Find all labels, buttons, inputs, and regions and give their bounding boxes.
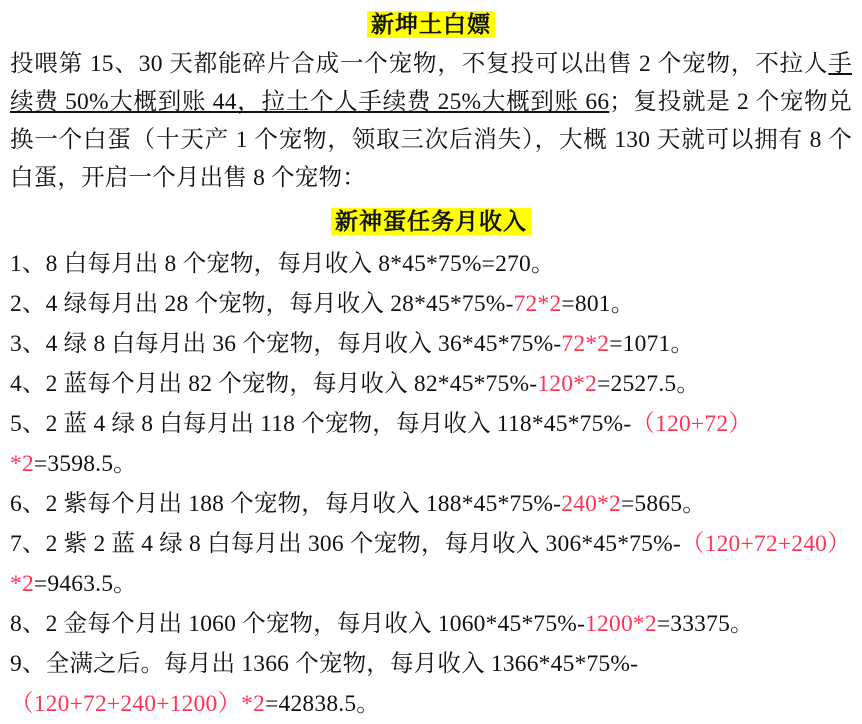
list-item-number: 6、: [10, 491, 46, 517]
list-item-result: =5865。: [620, 491, 706, 517]
list-item-number: 8、: [10, 611, 46, 637]
list-item-number: 7、: [10, 531, 46, 557]
list-item-text: 8 白每月出 8 个宠物，每月收入 8*45*75%=270。: [45, 251, 555, 277]
list-item: [10, 244, 852, 284]
list-item-result: =801。: [561, 291, 635, 317]
list-item-red: 1200*2: [585, 611, 657, 637]
intro-part-2-underlined: 手续费 50%大概到账 44，拉土个人手续费 25%大概到账 66: [10, 51, 852, 115]
list-item: [10, 604, 852, 644]
list-item-text: 2 金每个月出 1060 个宠物，每月收入 1060*45*75%-: [45, 611, 586, 637]
list-item-red: （120+72）*2: [10, 411, 752, 477]
list-item: [10, 644, 852, 724]
intro-part-4: 物兑换一个白蛋（十天产 1 个宠物，领取三次后消失），大概 130 天就可以: [10, 89, 852, 153]
list-item-text: 4 绿每月出 28 个宠物，每月收入 28*45*75%-: [45, 291, 514, 317]
list-item: [10, 284, 852, 324]
list-item-red: 72*2: [513, 291, 562, 317]
list-item-result: =2527.5。: [597, 371, 701, 397]
heading-2-row: [10, 203, 852, 236]
list-item-text: 2 紫 2 蓝 4 绿 8 白每月出 306 个宠物，每月收入 306*45*75%-: [45, 531, 681, 557]
list-item: [10, 324, 852, 364]
list-item-number: 1、: [10, 251, 46, 277]
list-item-number: 5、: [10, 411, 46, 437]
list-item-text: 全满之后。每月出 1366 个宠物，每月收入 1366*45*75%-: [45, 651, 639, 677]
list-item-text: 2 蓝 4 绿 8 白每月出 118 个宠物，每月收入 118*45*75%-: [45, 411, 632, 437]
income-list: [10, 244, 852, 724]
list-item-red: （120+72+240）*2: [10, 531, 851, 597]
list-item: [10, 484, 852, 524]
heading-2: 新神蛋任务月收入: [331, 208, 531, 235]
intro-part-3: ；复投就是 2 个宠: [609, 89, 805, 115]
list-item-result: =3598.5。: [33, 451, 137, 477]
list-item-red: 72*2: [561, 331, 610, 357]
list-item: [10, 524, 852, 604]
intro-paragraph: [10, 45, 852, 197]
list-item-result: =1071。: [609, 331, 695, 357]
list-item-number: 2、: [10, 291, 46, 317]
list-item-red: 120*2: [537, 371, 598, 397]
list-item-number: 4、: [10, 371, 46, 397]
list-item-number: 9、: [10, 651, 46, 677]
list-item-result: =33375。: [656, 611, 754, 637]
list-item: [10, 404, 852, 484]
intro-part-1: 投喂第 15、30 天都能碎片合成一个宠物，不复投可以出售 2 个宠物，不拉人: [10, 51, 829, 77]
intro-part-5: 拥有 8 个白蛋，开启一个月出售 8 个宠物：: [10, 127, 853, 191]
list-item-red: 240*2: [561, 491, 621, 517]
list-item-red: （120+72+240+1200）*2: [10, 691, 266, 717]
list-item-result: =42838.5。: [265, 691, 380, 717]
list-item-text: 4 绿 8 白每月出 36 个宠物，每月收入 36*45*75%-: [45, 331, 562, 357]
list-item-text: 2 蓝每个月出 82 个宠物，每月收入 82*45*75%-: [45, 371, 538, 397]
heading-1-row: [10, 6, 852, 39]
list-item-result: =9463.5。: [33, 571, 137, 597]
heading-1: 新坤土白嫖: [367, 11, 495, 38]
list-item-text: 2 紫每个月出 188 个宠物，每月收入 188*45*75%-: [45, 491, 562, 517]
list-item: [10, 364, 852, 404]
list-item-number: 3、: [10, 331, 46, 357]
